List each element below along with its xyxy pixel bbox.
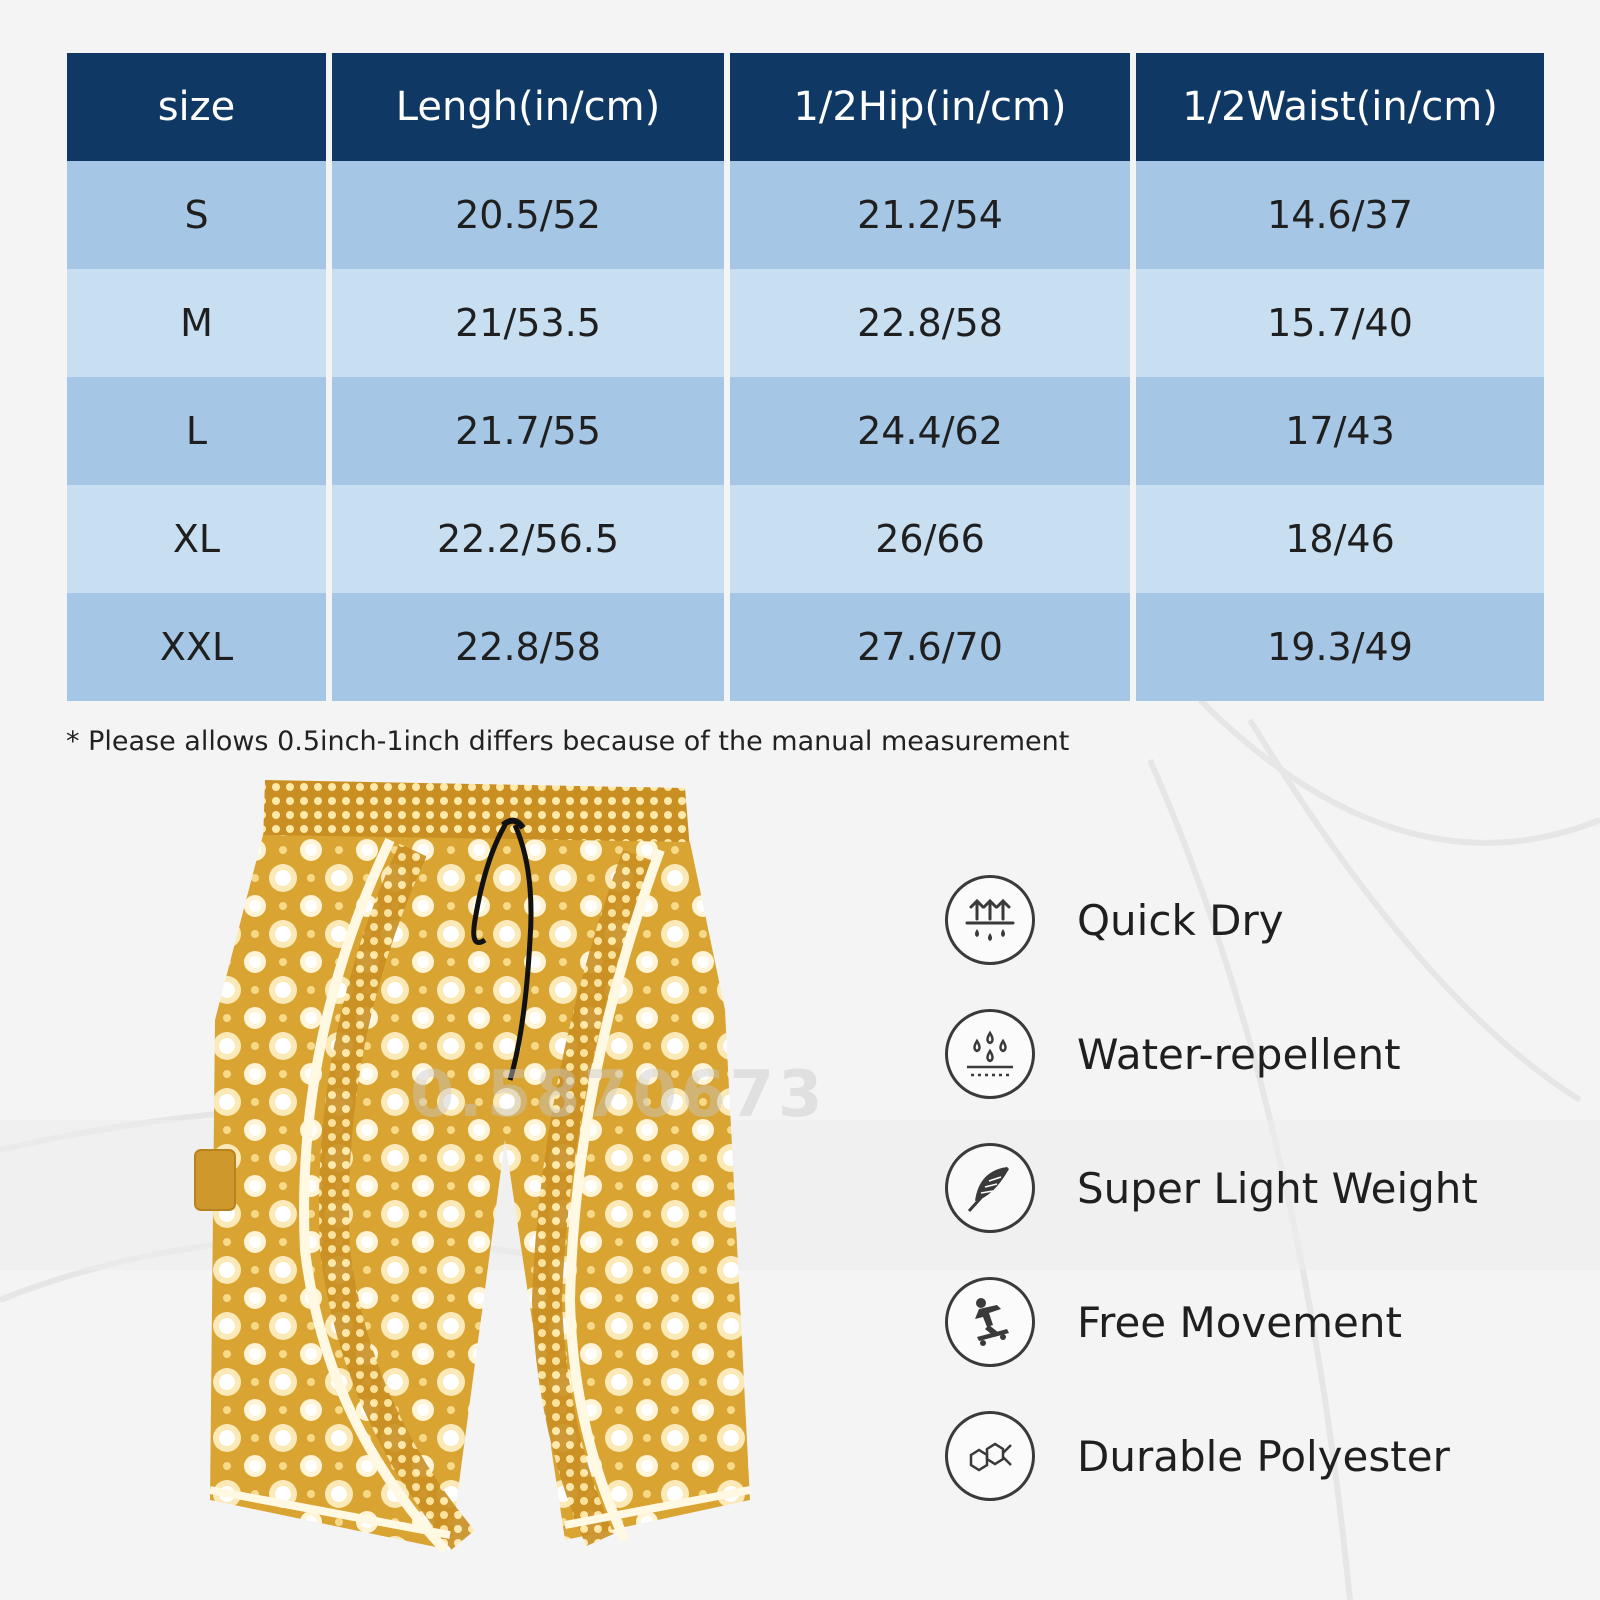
table-cell: 24.4/62 xyxy=(730,377,1130,485)
feature-quick-dry xyxy=(945,872,1545,968)
table-cell: 27.6/70 xyxy=(730,593,1130,701)
table-cell: 17/43 xyxy=(1136,377,1544,485)
header-half-waist: 1/2Waist(in/cm) xyxy=(1136,53,1544,161)
measurement-note: * Please allows 0.5inch-1inch differs because of the manual measurement xyxy=(66,726,1070,757)
table-cell: XXL xyxy=(67,593,326,701)
table-cell: XL xyxy=(67,485,326,593)
table-cell: 19.3/49 xyxy=(1136,593,1544,701)
table-cell: 18/46 xyxy=(1136,485,1544,593)
feature-super-light-weight xyxy=(945,1140,1545,1236)
table-cell: M xyxy=(67,269,326,377)
water-drops-icon xyxy=(945,1009,1035,1099)
feature-durable-polyester xyxy=(945,1408,1545,1504)
header-half-hip: 1/2Hip(in/cm) xyxy=(730,53,1130,161)
molecule-icon xyxy=(945,1411,1035,1501)
product-image-shorts xyxy=(185,780,775,1580)
feature-water-repellent xyxy=(945,1006,1545,1102)
header-length: Lengh(in/cm) xyxy=(332,53,724,161)
feather-icon xyxy=(945,1143,1035,1233)
header-size: size xyxy=(67,53,326,161)
table-cell: 22.8/58 xyxy=(332,593,724,701)
watermark-text: 0.5870673 xyxy=(410,1058,827,1132)
table-cell: 21.2/54 xyxy=(730,161,1130,269)
feature-label: Super Light Weight xyxy=(1077,1163,1478,1213)
size-chart-table xyxy=(67,53,1534,701)
feature-label: Water-repellent xyxy=(1077,1029,1401,1079)
table-cell: 14.6/37 xyxy=(1136,161,1544,269)
quick-dry-icon xyxy=(945,875,1035,965)
table-cell: 15.7/40 xyxy=(1136,269,1544,377)
feature-label: Quick Dry xyxy=(1077,895,1284,945)
table-cell: L xyxy=(67,377,326,485)
table-cell: S xyxy=(67,161,326,269)
feature-free-movement xyxy=(945,1274,1545,1370)
table-cell: 22.2/56.5 xyxy=(332,485,724,593)
table-cell: 26/66 xyxy=(730,485,1130,593)
table-cell: 21/53.5 xyxy=(332,269,724,377)
skateboarder-icon xyxy=(945,1277,1035,1367)
table-cell: 22.8/58 xyxy=(730,269,1130,377)
table-cell: 21.7/55 xyxy=(332,377,724,485)
feature-label: Free Movement xyxy=(1077,1297,1402,1347)
feature-label: Durable Polyester xyxy=(1077,1431,1450,1481)
table-cell: 20.5/52 xyxy=(332,161,724,269)
